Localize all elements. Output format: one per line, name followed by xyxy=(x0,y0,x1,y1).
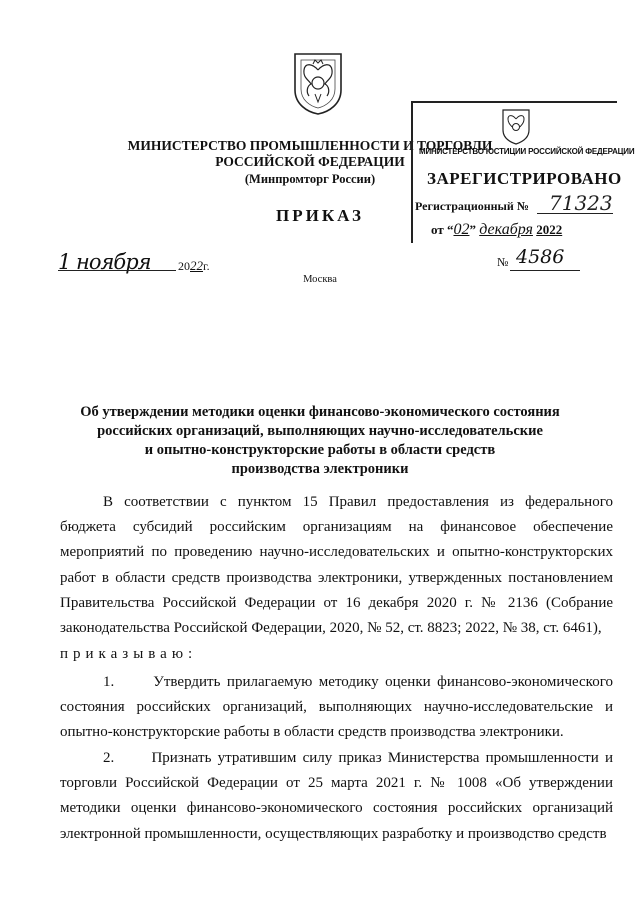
item-2-number: 2. xyxy=(103,750,115,766)
ministry-short-name: (Минпромторг России) xyxy=(244,172,376,186)
item-1-paragraph xyxy=(60,670,613,746)
stamp-registered-label: ЗАРЕГИСТРИРОВАНО xyxy=(427,169,622,188)
order-year-prefix: 20 xyxy=(178,259,190,273)
item-2-text: Признать утратившим силу приказ Министерства промышленности и торговли Российской Федерации от 25 марта 2021 г. № 1008 «Об утверждении методики оценки финансово-экономического состояния российских организаций электронной промышленности, осуществляющих разработку и производство средств xyxy=(60,750,613,842)
coat-of-arms-emblem xyxy=(289,50,347,116)
stamp-date-year: 2022 xyxy=(536,222,563,237)
item-1-text: Утвердить прилагаемую методику оценки финансово-экономического состояния российских организаций, выполняющих научно-исследовательские и опытно-конструкторские работы в области средств производства электроники. xyxy=(60,674,613,741)
document-type-title: ПРИКАЗ xyxy=(276,206,364,225)
registration-stamp xyxy=(411,101,635,243)
stamp-date-month: декабря xyxy=(479,221,533,238)
stamp-coat-of-arms-emblem xyxy=(499,107,533,145)
order-word: приказываю: xyxy=(60,646,198,662)
stamp-organization: МИНИСТЕРСТВО ЮСТИЦИИ РОССИЙСКОЙ ФЕДЕРАЦИИ xyxy=(419,147,635,156)
order-date-underline xyxy=(58,270,176,271)
stamp-date-day: 02 xyxy=(453,221,470,238)
order-date-handwritten: 1 ноября xyxy=(58,250,151,274)
stamp-date-prefix: от “ xyxy=(431,222,454,237)
stamp-reg-number-label: Регистрационный № xyxy=(415,199,529,213)
order-title xyxy=(72,403,568,479)
item-2-paragraph xyxy=(60,746,613,847)
preamble-paragraph: В соответствии с пунктом 15 Правил предоставления из федерального бюджета субсидий российским организациям на финансовое обеспечение мероприятий по проведению научно-исследовательских и опытно-конструкторских работ в области средств производства электроники, утвержденных постановлением Правительства Российской Федерации от 16 декабря 2020 г. № 2136 (Собрание законодательства Российской Федерации, 2020, № 52, ст. 8823; 2022, № 38, ст. 6461), xyxy=(60,494,613,637)
order-year xyxy=(178,258,210,274)
ministry-name-line2: РОССИЙСКОЙ ФЕДЕРАЦИИ xyxy=(215,154,405,169)
stamp-reg-number-handwritten: 71323 xyxy=(549,191,613,215)
order-title-line2: российских организаций, выполняющих научно-исследовательские xyxy=(97,423,543,439)
order-year-suffix: г. xyxy=(203,259,210,273)
order-number-sign: № xyxy=(497,255,509,269)
stamp-date xyxy=(431,221,562,239)
order-number-handwritten: 4586 xyxy=(516,246,565,268)
order-title-line3: и опытно-конструкторские работы в области средств xyxy=(144,442,496,458)
order-title-line1: Об утверждении методики оценки финансово-экономического состояния xyxy=(80,404,560,420)
ministry-name-line1: МИНИСТЕРСТВО ПРОМЫШЛЕННОСТИ И ТОРГОВЛИ xyxy=(127,138,493,153)
item-1-number: 1. xyxy=(103,674,115,690)
stamp-date-mid: ” xyxy=(469,222,480,237)
stamp-reg-number-underline xyxy=(537,213,613,214)
order-title-line4: производства электроники xyxy=(231,461,409,477)
order-number-underline xyxy=(510,270,580,271)
order-year-handwritten: 22 xyxy=(190,258,203,273)
city-name: Москва xyxy=(303,274,337,285)
